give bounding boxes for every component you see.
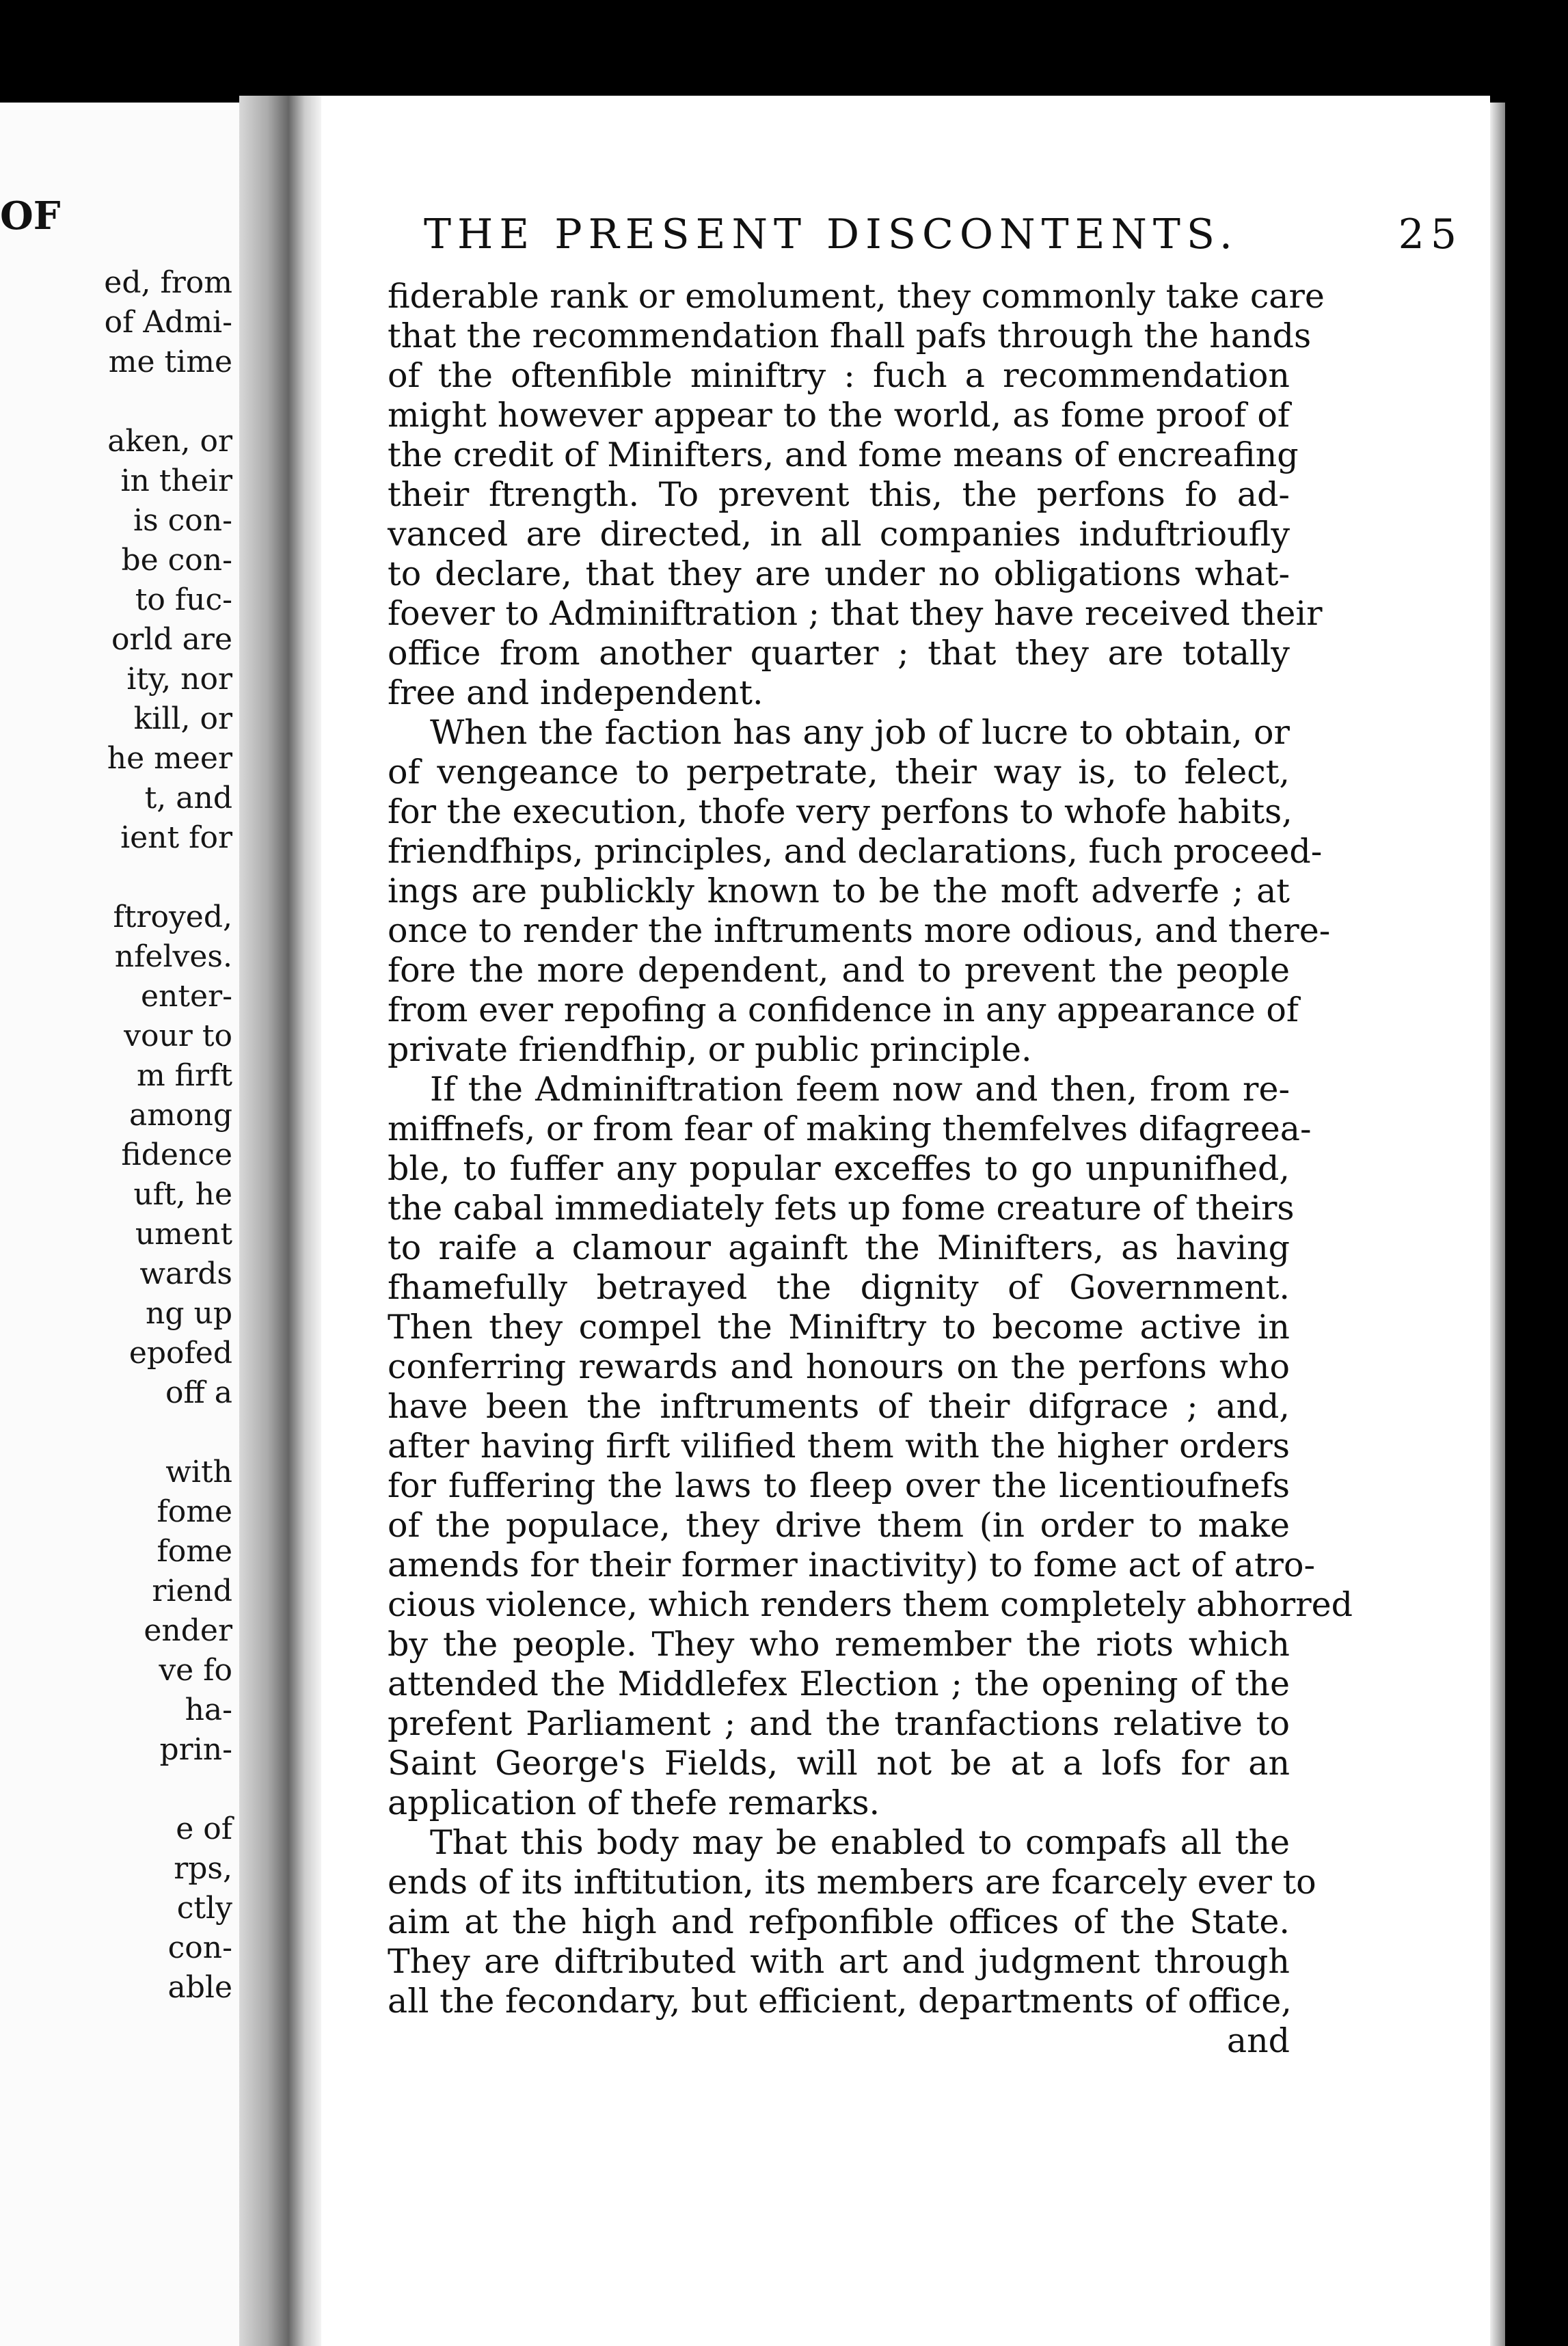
left-page-fragment: ftroyed, — [113, 900, 232, 934]
left-page-fragment: be con- — [121, 543, 232, 578]
book-gutter — [239, 96, 321, 2346]
text-line: When the faction has any job of lucre to obtain, or — [430, 713, 1290, 752]
text-line: to raife a clamour againft the Minifters, as having — [388, 1228, 1290, 1267]
left-page-fragment: with — [165, 1455, 232, 1489]
text-line: to declare, that they are under no obligations what- — [388, 554, 1290, 593]
running-head-title: THE PRESENT DISCONTENTS. — [424, 211, 1239, 258]
text-line: of the populace, they drive them (in order to make — [388, 1506, 1290, 1545]
left-page-fragment: kill, or — [133, 701, 232, 736]
text-line: all the fecondary, but efficient, departments of office, — [388, 1982, 1292, 2021]
body-text — [388, 277, 1353, 2061]
left-page-fragment: ha- — [185, 1693, 232, 1727]
page-edge — [1490, 103, 1505, 2346]
text-line: They are diftributed with art and judgment through — [388, 1942, 1290, 1981]
text-line: That this body may be enabled to compafs all the — [430, 1823, 1290, 1862]
left-page-fragment: ve fo — [159, 1653, 232, 1688]
left-page-fragment: wards — [139, 1256, 232, 1291]
left-page-fragment: nfelves. — [114, 939, 232, 974]
page-number: 25 — [1398, 211, 1463, 258]
text-line: foever to Adminiftration ; that they have received their — [388, 594, 1323, 633]
text-line: free and independent. — [388, 673, 763, 712]
text-line: Then they compel the Miniftry to become active in — [388, 1308, 1290, 1347]
left-page-fragment: me time — [108, 345, 232, 379]
text-line: that the recommendation fhall pafs through the hands — [388, 316, 1312, 355]
text-line: by the people. They who remember the riots which — [388, 1625, 1290, 1664]
text-line: miffnefs, or from fear of making themfelves difagreea- — [388, 1109, 1312, 1148]
left-page-fragment: t, and — [144, 781, 232, 815]
page-right — [321, 96, 1490, 2346]
text-line: of vengeance to perpetrate, their way is, to felect, — [388, 753, 1290, 792]
text-line: the cabal immediately fets up fome creature of theirs — [388, 1189, 1295, 1228]
left-page-fragment: ng up — [146, 1296, 232, 1331]
left-page-fragment: aken, or — [107, 424, 232, 459]
text-line: ends of its inftitution, its members are fcarcely ever to — [388, 1863, 1316, 1902]
text-line: private friendfhip, or public principle. — [388, 1030, 1032, 1069]
text-line: If the Adminiftration feem now and then, from re- — [430, 1070, 1290, 1109]
text-line: attended the Middlefex Election ; the opening of the — [388, 1664, 1290, 1703]
left-page-fragment: among — [129, 1098, 232, 1133]
text-line: fore the more dependent, and to prevent the people — [388, 951, 1290, 990]
text-line: office from another quarter ; that they are totally — [388, 634, 1290, 673]
left-page-heading: OF — [0, 193, 61, 239]
left-page-fragment: enter- — [141, 979, 232, 1014]
left-page-fragment: m firft — [136, 1058, 232, 1093]
text-line: amends for their former inactivity) to fome act of atro- — [388, 1546, 1316, 1585]
text-line: have been the inftruments of their difgrace ; and, — [388, 1387, 1290, 1426]
text-line: ble, to fuffer any popular exceffes to go unpunifhed, — [388, 1149, 1290, 1188]
left-page-fragment: ument — [135, 1217, 232, 1252]
text-line: prefent Parliament ; and the tranfactions relative to — [388, 1704, 1290, 1743]
left-page-fragment: vour to — [124, 1019, 232, 1053]
left-page-fragment: con- — [167, 1930, 232, 1965]
left-page-fragment: able — [167, 1970, 232, 2005]
text-line: once to render the inftruments more odious, and there- — [388, 911, 1331, 950]
left-page-fragment: ed, from — [104, 265, 232, 300]
text-line: friendfhips, principles, and declarations, fuch proceed- — [388, 832, 1323, 871]
text-line: for fuffering the laws to fleep over the licentioufnefs — [388, 1466, 1290, 1505]
text-line: fhamefully betrayed the dignity of Government. — [388, 1268, 1290, 1307]
left-page-fragment: fome — [157, 1534, 232, 1569]
left-page-fragment: rps, — [174, 1851, 232, 1886]
text-line: after having firft vilified them with the higher orders — [388, 1427, 1290, 1466]
text-line: from ever repofing a confidence in any appearance of — [388, 990, 1299, 1029]
left-page-fragment: ctly — [176, 1891, 232, 1926]
left-page-fragment: epofed — [129, 1336, 232, 1371]
left-page-fragment: orld are — [111, 622, 232, 657]
left-page-fragment: ender — [144, 1613, 232, 1648]
facing-page-left — [0, 103, 239, 2346]
text-line: aim at the high and refponfible offices of the State. — [388, 1902, 1290, 1941]
text-line: their ftrength. To prevent this, the perfons fo ad- — [388, 475, 1290, 514]
text-line: might however appear to the world, as fome proof of — [388, 396, 1290, 435]
left-page-fragment: to fuc- — [135, 582, 232, 617]
left-page-fragment: fidence — [121, 1137, 232, 1172]
text-line: of the oftenfible miniftry : fuch a recommendation — [388, 356, 1290, 395]
left-page-fragment: uft, he — [133, 1177, 232, 1212]
left-page-fragment: ient for — [120, 820, 232, 855]
left-page-fragment: he meer — [107, 741, 232, 776]
text-line: conferring rewards and honours on the perfons who — [388, 1347, 1290, 1386]
text-line: Saint George's Fields, will not be at a lofs for an — [388, 1744, 1290, 1783]
left-page-fragment: fome — [157, 1494, 232, 1529]
left-page-fragment: prin- — [159, 1732, 232, 1767]
text-line: application of thefe remarks. — [388, 1783, 880, 1822]
text-line: the credit of Minifters, and fome means of encreafing — [388, 435, 1299, 474]
left-page-fragment: e of — [176, 1811, 232, 1846]
left-page-fragment: off a — [165, 1375, 232, 1410]
left-page-fragment: riend — [152, 1574, 232, 1608]
text-line: cious violence, which renders them completely abhorred — [388, 1585, 1353, 1624]
text-line: for the execution, thofe very perfons to whofe habits, — [388, 792, 1293, 831]
text-line: ings are publickly known to be the moft adverfe ; at — [388, 872, 1290, 911]
text-line: fiderable rank or emolument, they commonly take care — [388, 277, 1325, 316]
left-page-fragment: is con- — [133, 503, 232, 538]
left-page-fragment: of Admi- — [104, 305, 232, 340]
left-page-fragment: ity, nor — [126, 662, 232, 697]
left-page-fragment: in their — [120, 463, 232, 498]
catchword: and — [1226, 2021, 1290, 2060]
text-line: vanced are directed, in all companies induftrioufly — [388, 515, 1290, 554]
running-head — [424, 211, 1463, 258]
